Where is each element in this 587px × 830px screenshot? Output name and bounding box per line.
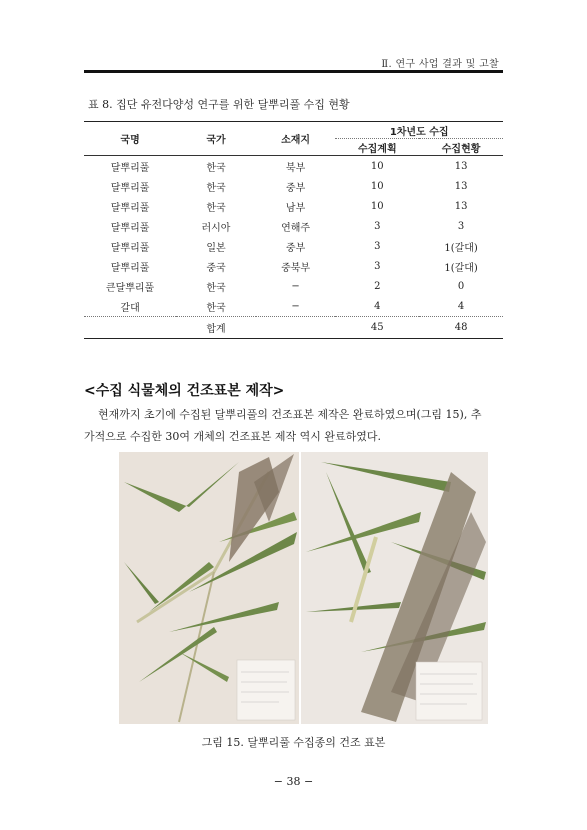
total-status: 48 <box>419 317 503 339</box>
table-total-row <box>84 317 503 339</box>
header-rule <box>84 70 503 73</box>
col-header-status: 수집현황 <box>419 139 503 156</box>
herbarium-specimen-drawing <box>301 452 488 724</box>
body-line: 현재까지 초기에 수집된 달뿌리풀의 건조표본 제작은 완료하였으며(그림 15), 추 <box>98 408 482 421</box>
section-heading: <수집 식물체의 건조표본 제작> <box>84 383 285 399</box>
herbarium-specimen-image <box>119 452 299 724</box>
herbarium-specimen-image <box>301 452 488 724</box>
table-row: 달뿌리풀 한국 남부 10 13 <box>110 200 468 214</box>
table-caption: 표 8. 집단 유전다양성 연구를 위한 달뿌리풀 수집 현황 <box>88 98 350 111</box>
body-line: 가적으로 수집한 30여 개체의 건조표본 제작 역시 완료하였다. <box>84 430 381 443</box>
body-paragraph <box>84 404 504 448</box>
table-row: 달뿌리풀 중국 중북부 3 1(갈대) <box>110 260 478 274</box>
col-header-name: 국명 <box>84 122 176 156</box>
table-row: 큰달뿌리풀 한국 − 2 0 <box>105 280 465 294</box>
col-header-locality: 소재지 <box>256 122 336 156</box>
specimen-figure <box>119 452 488 724</box>
total-label: 합계 <box>176 317 256 339</box>
figure-caption: 그림 15. 달뿌리풀 수집종의 건조 표본 <box>201 736 386 749</box>
herbarium-specimen-drawing <box>119 452 299 724</box>
col-header-plan: 수집계획 <box>335 139 419 156</box>
col-header-country: 국가 <box>176 122 256 156</box>
table-row: 달뿌리풀 한국 중부 10 13 <box>110 180 468 194</box>
collection-status-table <box>84 121 503 339</box>
col-header-year1: 1차년도 수집 <box>335 122 503 139</box>
running-header: Ⅱ. 연구 사업 결과 및 고찰 <box>381 59 499 70</box>
table-row: 갈대 한국 − 4 4 <box>120 300 465 314</box>
table-row: 달뿌리풀 일본 중부 3 1(갈대) <box>110 240 478 254</box>
table-row: 달뿌리풀 한국 북부 10 13 <box>110 160 468 174</box>
total-plan: 45 <box>335 317 419 339</box>
table-row: 달뿌리풀 러시아 연해주 3 3 <box>110 220 465 234</box>
page-number: − 38 − <box>273 775 314 788</box>
